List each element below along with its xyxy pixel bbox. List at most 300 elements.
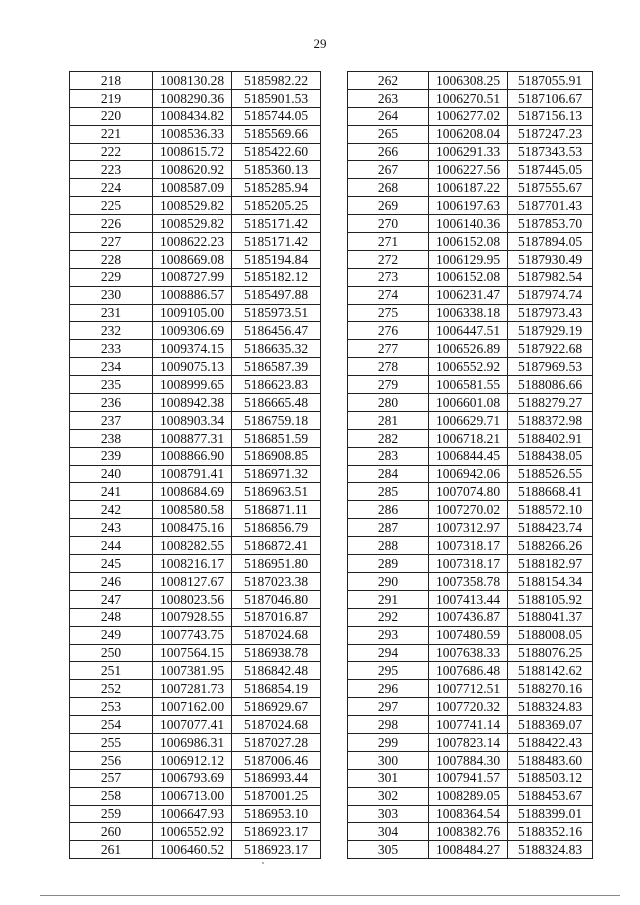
table-row xyxy=(348,358,593,376)
y-coordinate-cell: 5188076.25 xyxy=(508,644,593,662)
point-number-cell: 287 xyxy=(348,519,429,537)
x-coordinate-cell: 1006140.36 xyxy=(429,215,508,233)
y-coordinate-cell: 5188483.60 xyxy=(508,751,593,769)
x-coordinate-cell: 1006793.69 xyxy=(153,769,232,787)
point-number-cell: 282 xyxy=(348,429,429,447)
y-coordinate-cell: 5187027.28 xyxy=(232,733,321,751)
point-number-cell: 278 xyxy=(348,358,429,376)
y-coordinate-cell: 5188422.43 xyxy=(508,733,593,751)
x-coordinate-cell: 1006713.00 xyxy=(153,787,232,805)
table-row xyxy=(70,250,321,268)
y-coordinate-cell: 5187024.68 xyxy=(232,716,321,734)
y-coordinate-cell: 5187001.25 xyxy=(232,787,321,805)
x-coordinate-cell: 1006844.45 xyxy=(429,447,508,465)
table-row xyxy=(70,72,321,90)
table-row xyxy=(348,340,593,358)
table-row xyxy=(348,286,593,304)
table-row xyxy=(348,680,593,698)
point-number-cell: 300 xyxy=(348,751,429,769)
x-coordinate-cell: 1007381.95 xyxy=(153,662,232,680)
table-row xyxy=(348,394,593,412)
y-coordinate-cell: 5188270.16 xyxy=(508,680,593,698)
y-coordinate-cell: 5188453.67 xyxy=(508,787,593,805)
x-coordinate-cell: 1007077.41 xyxy=(153,716,232,734)
y-coordinate-cell: 5185569.66 xyxy=(232,125,321,143)
x-coordinate-cell: 1008289.05 xyxy=(429,787,508,805)
point-number-cell: 254 xyxy=(70,716,153,734)
y-coordinate-cell: 5187929.19 xyxy=(508,322,593,340)
y-coordinate-cell: 5188324.83 xyxy=(508,841,593,859)
table-row xyxy=(70,215,321,233)
x-coordinate-cell: 1007436.87 xyxy=(429,608,508,626)
table-row xyxy=(70,358,321,376)
y-coordinate-cell: 5186963.51 xyxy=(232,483,321,501)
table-row xyxy=(70,680,321,698)
x-coordinate-cell: 1006308.25 xyxy=(429,72,508,90)
x-coordinate-cell: 1006447.51 xyxy=(429,322,508,340)
coordinates-table-right xyxy=(347,71,593,859)
table-row xyxy=(70,429,321,447)
point-number-cell: 295 xyxy=(348,662,429,680)
y-coordinate-cell: 5185422.60 xyxy=(232,143,321,161)
x-coordinate-cell: 1007720.32 xyxy=(429,698,508,716)
y-coordinate-cell: 5186938.78 xyxy=(232,644,321,662)
x-coordinate-cell: 1006460.52 xyxy=(153,841,232,859)
y-coordinate-cell: 5188266.26 xyxy=(508,537,593,555)
x-coordinate-cell: 1007312.97 xyxy=(429,519,508,537)
x-coordinate-cell: 1007638.33 xyxy=(429,644,508,662)
y-coordinate-cell: 5188086.66 xyxy=(508,376,593,394)
y-coordinate-cell: 5186953.10 xyxy=(232,805,321,823)
table-row xyxy=(348,465,593,483)
table-row xyxy=(70,626,321,644)
table-row xyxy=(348,215,593,233)
table-row xyxy=(348,698,593,716)
point-number-cell: 268 xyxy=(348,179,429,197)
y-coordinate-cell: 5186993.44 xyxy=(232,769,321,787)
point-number-cell: 241 xyxy=(70,483,153,501)
y-coordinate-cell: 5187156.13 xyxy=(508,107,593,125)
point-number-cell: 261 xyxy=(70,841,153,859)
point-number-cell: 294 xyxy=(348,644,429,662)
y-coordinate-cell: 5188503.12 xyxy=(508,769,593,787)
x-coordinate-cell: 1006208.04 xyxy=(429,125,508,143)
x-coordinate-cell: 1008484.27 xyxy=(429,841,508,859)
point-number-cell: 293 xyxy=(348,626,429,644)
y-coordinate-cell: 5186665.48 xyxy=(232,394,321,412)
x-coordinate-cell: 1006912.12 xyxy=(153,751,232,769)
point-number-cell: 238 xyxy=(70,429,153,447)
x-coordinate-cell: 1009374.15 xyxy=(153,340,232,358)
point-number-cell: 304 xyxy=(348,823,429,841)
y-coordinate-cell: 5185744.05 xyxy=(232,107,321,125)
table-row xyxy=(348,179,593,197)
x-coordinate-cell: 1008529.82 xyxy=(153,197,232,215)
point-number-cell: 221 xyxy=(70,125,153,143)
y-coordinate-cell: 5185171.42 xyxy=(232,233,321,251)
table-row xyxy=(348,823,593,841)
point-number-cell: 253 xyxy=(70,698,153,716)
x-coordinate-cell: 1006526.89 xyxy=(429,340,508,358)
table-row xyxy=(348,72,593,90)
x-coordinate-cell: 1008023.56 xyxy=(153,590,232,608)
table-row xyxy=(70,447,321,465)
y-coordinate-cell: 5188572.10 xyxy=(508,501,593,519)
table-row xyxy=(70,590,321,608)
table-row xyxy=(348,662,593,680)
y-coordinate-cell: 5187555.67 xyxy=(508,179,593,197)
x-coordinate-cell: 1007686.48 xyxy=(429,662,508,680)
point-number-cell: 273 xyxy=(348,268,429,286)
x-coordinate-cell: 1006270.51 xyxy=(429,89,508,107)
table-row xyxy=(348,161,593,179)
x-coordinate-cell: 1008620.92 xyxy=(153,161,232,179)
point-number-cell: 296 xyxy=(348,680,429,698)
table-row xyxy=(70,572,321,590)
x-coordinate-cell: 1006152.08 xyxy=(429,233,508,251)
point-number-cell: 270 xyxy=(348,215,429,233)
point-number-cell: 252 xyxy=(70,680,153,698)
y-coordinate-cell: 5188668.41 xyxy=(508,483,593,501)
point-number-cell: 281 xyxy=(348,411,429,429)
point-number-cell: 232 xyxy=(70,322,153,340)
x-coordinate-cell: 1008434.82 xyxy=(153,107,232,125)
point-number-cell: 303 xyxy=(348,805,429,823)
x-coordinate-cell: 1008216.17 xyxy=(153,555,232,573)
point-number-cell: 234 xyxy=(70,358,153,376)
y-coordinate-cell: 5186456.47 xyxy=(232,322,321,340)
table-row xyxy=(348,572,593,590)
x-coordinate-cell: 1006277.02 xyxy=(429,107,508,125)
point-number-cell: 289 xyxy=(348,555,429,573)
y-coordinate-cell: 5188279.27 xyxy=(508,394,593,412)
x-coordinate-cell: 1006986.31 xyxy=(153,733,232,751)
table-row xyxy=(70,662,321,680)
point-number-cell: 260 xyxy=(70,823,153,841)
y-coordinate-cell: 5186951.80 xyxy=(232,555,321,573)
x-coordinate-cell: 1007358.78 xyxy=(429,572,508,590)
x-coordinate-cell: 1008903.34 xyxy=(153,411,232,429)
table-row xyxy=(70,823,321,841)
y-coordinate-cell: 5187973.43 xyxy=(508,304,593,322)
y-coordinate-cell: 5186908.85 xyxy=(232,447,321,465)
point-number-cell: 266 xyxy=(348,143,429,161)
point-number-cell: 288 xyxy=(348,537,429,555)
x-coordinate-cell: 1009075.13 xyxy=(153,358,232,376)
x-coordinate-cell: 1008622.23 xyxy=(153,233,232,251)
x-coordinate-cell: 1006197.63 xyxy=(429,197,508,215)
x-coordinate-cell: 1006942.06 xyxy=(429,465,508,483)
point-number-cell: 284 xyxy=(348,465,429,483)
point-number-cell: 291 xyxy=(348,590,429,608)
y-coordinate-cell: 5188041.37 xyxy=(508,608,593,626)
y-coordinate-cell: 5188324.83 xyxy=(508,698,593,716)
point-number-cell: 231 xyxy=(70,304,153,322)
y-coordinate-cell: 5186971.32 xyxy=(232,465,321,483)
table-row xyxy=(348,608,593,626)
y-coordinate-cell: 5187046.80 xyxy=(232,590,321,608)
table-row xyxy=(348,304,593,322)
point-number-cell: 305 xyxy=(348,841,429,859)
table-row xyxy=(348,411,593,429)
y-coordinate-cell: 5187853.70 xyxy=(508,215,593,233)
y-coordinate-cell: 5186929.67 xyxy=(232,698,321,716)
table-row xyxy=(348,125,593,143)
table-row xyxy=(348,626,593,644)
point-number-cell: 292 xyxy=(348,608,429,626)
x-coordinate-cell: 1008290.36 xyxy=(153,89,232,107)
point-number-cell: 226 xyxy=(70,215,153,233)
table-row xyxy=(70,555,321,573)
point-number-cell: 275 xyxy=(348,304,429,322)
point-number-cell: 259 xyxy=(70,805,153,823)
y-coordinate-cell: 5188154.34 xyxy=(508,572,593,590)
y-coordinate-cell: 5188142.62 xyxy=(508,662,593,680)
table-row xyxy=(70,161,321,179)
point-number-cell: 250 xyxy=(70,644,153,662)
x-coordinate-cell: 1008727.99 xyxy=(153,268,232,286)
x-coordinate-cell: 1009306.69 xyxy=(153,322,232,340)
point-number-cell: 246 xyxy=(70,572,153,590)
point-number-cell: 237 xyxy=(70,411,153,429)
page-number: 29 xyxy=(313,36,327,51)
point-number-cell: 271 xyxy=(348,233,429,251)
point-number-cell: 272 xyxy=(348,250,429,268)
y-coordinate-cell: 5185171.42 xyxy=(232,215,321,233)
point-number-cell: 248 xyxy=(70,608,153,626)
point-number-cell: 262 xyxy=(348,72,429,90)
y-coordinate-cell: 5186587.39 xyxy=(232,358,321,376)
x-coordinate-cell: 1008529.82 xyxy=(153,215,232,233)
table-row xyxy=(70,304,321,322)
y-coordinate-cell: 5185497.88 xyxy=(232,286,321,304)
x-coordinate-cell: 1008886.57 xyxy=(153,286,232,304)
y-coordinate-cell: 5185194.84 xyxy=(232,250,321,268)
y-coordinate-cell: 5186759.18 xyxy=(232,411,321,429)
y-coordinate-cell: 5187343.53 xyxy=(508,143,593,161)
y-coordinate-cell: 5187969.53 xyxy=(508,358,593,376)
table-row xyxy=(348,197,593,215)
point-number-cell: 274 xyxy=(348,286,429,304)
table-row xyxy=(70,465,321,483)
point-number-cell: 239 xyxy=(70,447,153,465)
x-coordinate-cell: 1008791.41 xyxy=(153,465,232,483)
point-number-cell: 298 xyxy=(348,716,429,734)
table-row xyxy=(348,537,593,555)
table-row xyxy=(70,268,321,286)
table-row xyxy=(348,447,593,465)
table-row xyxy=(348,233,593,251)
x-coordinate-cell: 1006552.92 xyxy=(153,823,232,841)
point-number-cell: 235 xyxy=(70,376,153,394)
scan-speck xyxy=(262,862,264,864)
x-coordinate-cell: 1007743.75 xyxy=(153,626,232,644)
x-coordinate-cell: 1007712.51 xyxy=(429,680,508,698)
x-coordinate-cell: 1008587.09 xyxy=(153,179,232,197)
x-coordinate-cell: 1009105.00 xyxy=(153,304,232,322)
x-coordinate-cell: 1007281.73 xyxy=(153,680,232,698)
y-coordinate-cell: 5188438.05 xyxy=(508,447,593,465)
point-number-cell: 223 xyxy=(70,161,153,179)
point-number-cell: 283 xyxy=(348,447,429,465)
y-coordinate-cell: 5187016.87 xyxy=(232,608,321,626)
y-coordinate-cell: 5188372.98 xyxy=(508,411,593,429)
point-number-cell: 257 xyxy=(70,769,153,787)
coordinates-table-left xyxy=(69,71,321,859)
y-coordinate-cell: 5186854.19 xyxy=(232,680,321,698)
y-coordinate-cell: 5187006.46 xyxy=(232,751,321,769)
y-coordinate-cell: 5185901.53 xyxy=(232,89,321,107)
y-coordinate-cell: 5185205.25 xyxy=(232,197,321,215)
x-coordinate-cell: 1006629.71 xyxy=(429,411,508,429)
point-number-cell: 222 xyxy=(70,143,153,161)
x-coordinate-cell: 1008877.31 xyxy=(153,429,232,447)
y-coordinate-cell: 5187055.91 xyxy=(508,72,593,90)
y-coordinate-cell: 5187445.05 xyxy=(508,161,593,179)
x-coordinate-cell: 1006601.08 xyxy=(429,394,508,412)
table-row xyxy=(70,769,321,787)
point-number-cell: 277 xyxy=(348,340,429,358)
table-row xyxy=(70,125,321,143)
x-coordinate-cell: 1006338.18 xyxy=(429,304,508,322)
table-row xyxy=(348,555,593,573)
y-coordinate-cell: 5185982.22 xyxy=(232,72,321,90)
point-number-cell: 243 xyxy=(70,519,153,537)
y-coordinate-cell: 5186872.41 xyxy=(232,537,321,555)
point-number-cell: 240 xyxy=(70,465,153,483)
table-row xyxy=(70,519,321,537)
table-row xyxy=(70,751,321,769)
table-row xyxy=(348,769,593,787)
table-row xyxy=(70,841,321,859)
table-row xyxy=(348,751,593,769)
table-row xyxy=(348,644,593,662)
table-row xyxy=(348,107,593,125)
table-row xyxy=(348,716,593,734)
x-coordinate-cell: 1007074.80 xyxy=(429,483,508,501)
x-coordinate-cell: 1008536.33 xyxy=(153,125,232,143)
point-number-cell: 227 xyxy=(70,233,153,251)
point-number-cell: 220 xyxy=(70,107,153,125)
y-coordinate-cell: 5188352.16 xyxy=(508,823,593,841)
point-number-cell: 249 xyxy=(70,626,153,644)
x-coordinate-cell: 1006227.56 xyxy=(429,161,508,179)
table-row xyxy=(70,411,321,429)
page-bottom-rule xyxy=(40,895,620,896)
x-coordinate-cell: 1007270.02 xyxy=(429,501,508,519)
y-coordinate-cell: 5188402.91 xyxy=(508,429,593,447)
y-coordinate-cell: 5186623.83 xyxy=(232,376,321,394)
table-row xyxy=(348,322,593,340)
table-row xyxy=(70,733,321,751)
y-coordinate-cell: 5186923.17 xyxy=(232,823,321,841)
point-number-cell: 242 xyxy=(70,501,153,519)
point-number-cell: 279 xyxy=(348,376,429,394)
table-row xyxy=(348,89,593,107)
x-coordinate-cell: 1006718.21 xyxy=(429,429,508,447)
x-coordinate-cell: 1008669.08 xyxy=(153,250,232,268)
x-coordinate-cell: 1007823.14 xyxy=(429,733,508,751)
y-coordinate-cell: 5188182.97 xyxy=(508,555,593,573)
y-coordinate-cell: 5187930.49 xyxy=(508,250,593,268)
table-row xyxy=(70,197,321,215)
table-row xyxy=(70,644,321,662)
point-number-cell: 233 xyxy=(70,340,153,358)
table-row xyxy=(70,89,321,107)
table-row xyxy=(70,179,321,197)
x-coordinate-cell: 1008615.72 xyxy=(153,143,232,161)
x-coordinate-cell: 1008364.54 xyxy=(429,805,508,823)
y-coordinate-cell: 5185182.12 xyxy=(232,268,321,286)
point-number-cell: 236 xyxy=(70,394,153,412)
point-number-cell: 228 xyxy=(70,250,153,268)
point-number-cell: 224 xyxy=(70,179,153,197)
table-row xyxy=(70,107,321,125)
table-row xyxy=(70,501,321,519)
x-coordinate-cell: 1007318.17 xyxy=(429,537,508,555)
point-number-cell: 230 xyxy=(70,286,153,304)
table-row xyxy=(70,286,321,304)
y-coordinate-cell: 5187024.68 xyxy=(232,626,321,644)
point-number-cell: 276 xyxy=(348,322,429,340)
table-row xyxy=(70,233,321,251)
point-number-cell: 302 xyxy=(348,787,429,805)
x-coordinate-cell: 1008866.90 xyxy=(153,447,232,465)
table-row xyxy=(348,143,593,161)
x-coordinate-cell: 1007564.15 xyxy=(153,644,232,662)
x-coordinate-cell: 1006231.47 xyxy=(429,286,508,304)
table-row xyxy=(348,787,593,805)
x-coordinate-cell: 1006129.95 xyxy=(429,250,508,268)
point-number-cell: 285 xyxy=(348,483,429,501)
x-coordinate-cell: 1008282.55 xyxy=(153,537,232,555)
y-coordinate-cell: 5188105.92 xyxy=(508,590,593,608)
y-coordinate-cell: 5188423.74 xyxy=(508,519,593,537)
table-row xyxy=(348,250,593,268)
y-coordinate-cell: 5187247.23 xyxy=(508,125,593,143)
x-coordinate-cell: 1007741.14 xyxy=(429,716,508,734)
point-number-cell: 244 xyxy=(70,537,153,555)
y-coordinate-cell: 5188008.05 xyxy=(508,626,593,644)
x-coordinate-cell: 1007318.17 xyxy=(429,555,508,573)
x-coordinate-cell: 1006291.33 xyxy=(429,143,508,161)
x-coordinate-cell: 1008942.38 xyxy=(153,394,232,412)
point-number-cell: 218 xyxy=(70,72,153,90)
table-row xyxy=(70,805,321,823)
y-coordinate-cell: 5186856.79 xyxy=(232,519,321,537)
y-coordinate-cell: 5187974.74 xyxy=(508,286,593,304)
point-number-cell: 301 xyxy=(348,769,429,787)
point-number-cell: 286 xyxy=(348,501,429,519)
point-number-cell: 269 xyxy=(348,197,429,215)
y-coordinate-cell: 5188526.55 xyxy=(508,465,593,483)
y-coordinate-cell: 5185973.51 xyxy=(232,304,321,322)
y-coordinate-cell: 5186851.59 xyxy=(232,429,321,447)
table-row xyxy=(348,733,593,751)
table-row xyxy=(70,143,321,161)
y-coordinate-cell: 5185360.13 xyxy=(232,161,321,179)
x-coordinate-cell: 1007941.57 xyxy=(429,769,508,787)
point-number-cell: 299 xyxy=(348,733,429,751)
point-number-cell: 263 xyxy=(348,89,429,107)
x-coordinate-cell: 1006187.22 xyxy=(429,179,508,197)
point-number-cell: 219 xyxy=(70,89,153,107)
y-coordinate-cell: 5187106.67 xyxy=(508,89,593,107)
y-coordinate-cell: 5186923.17 xyxy=(232,841,321,859)
point-number-cell: 267 xyxy=(348,161,429,179)
table-row xyxy=(70,394,321,412)
point-number-cell: 255 xyxy=(70,733,153,751)
